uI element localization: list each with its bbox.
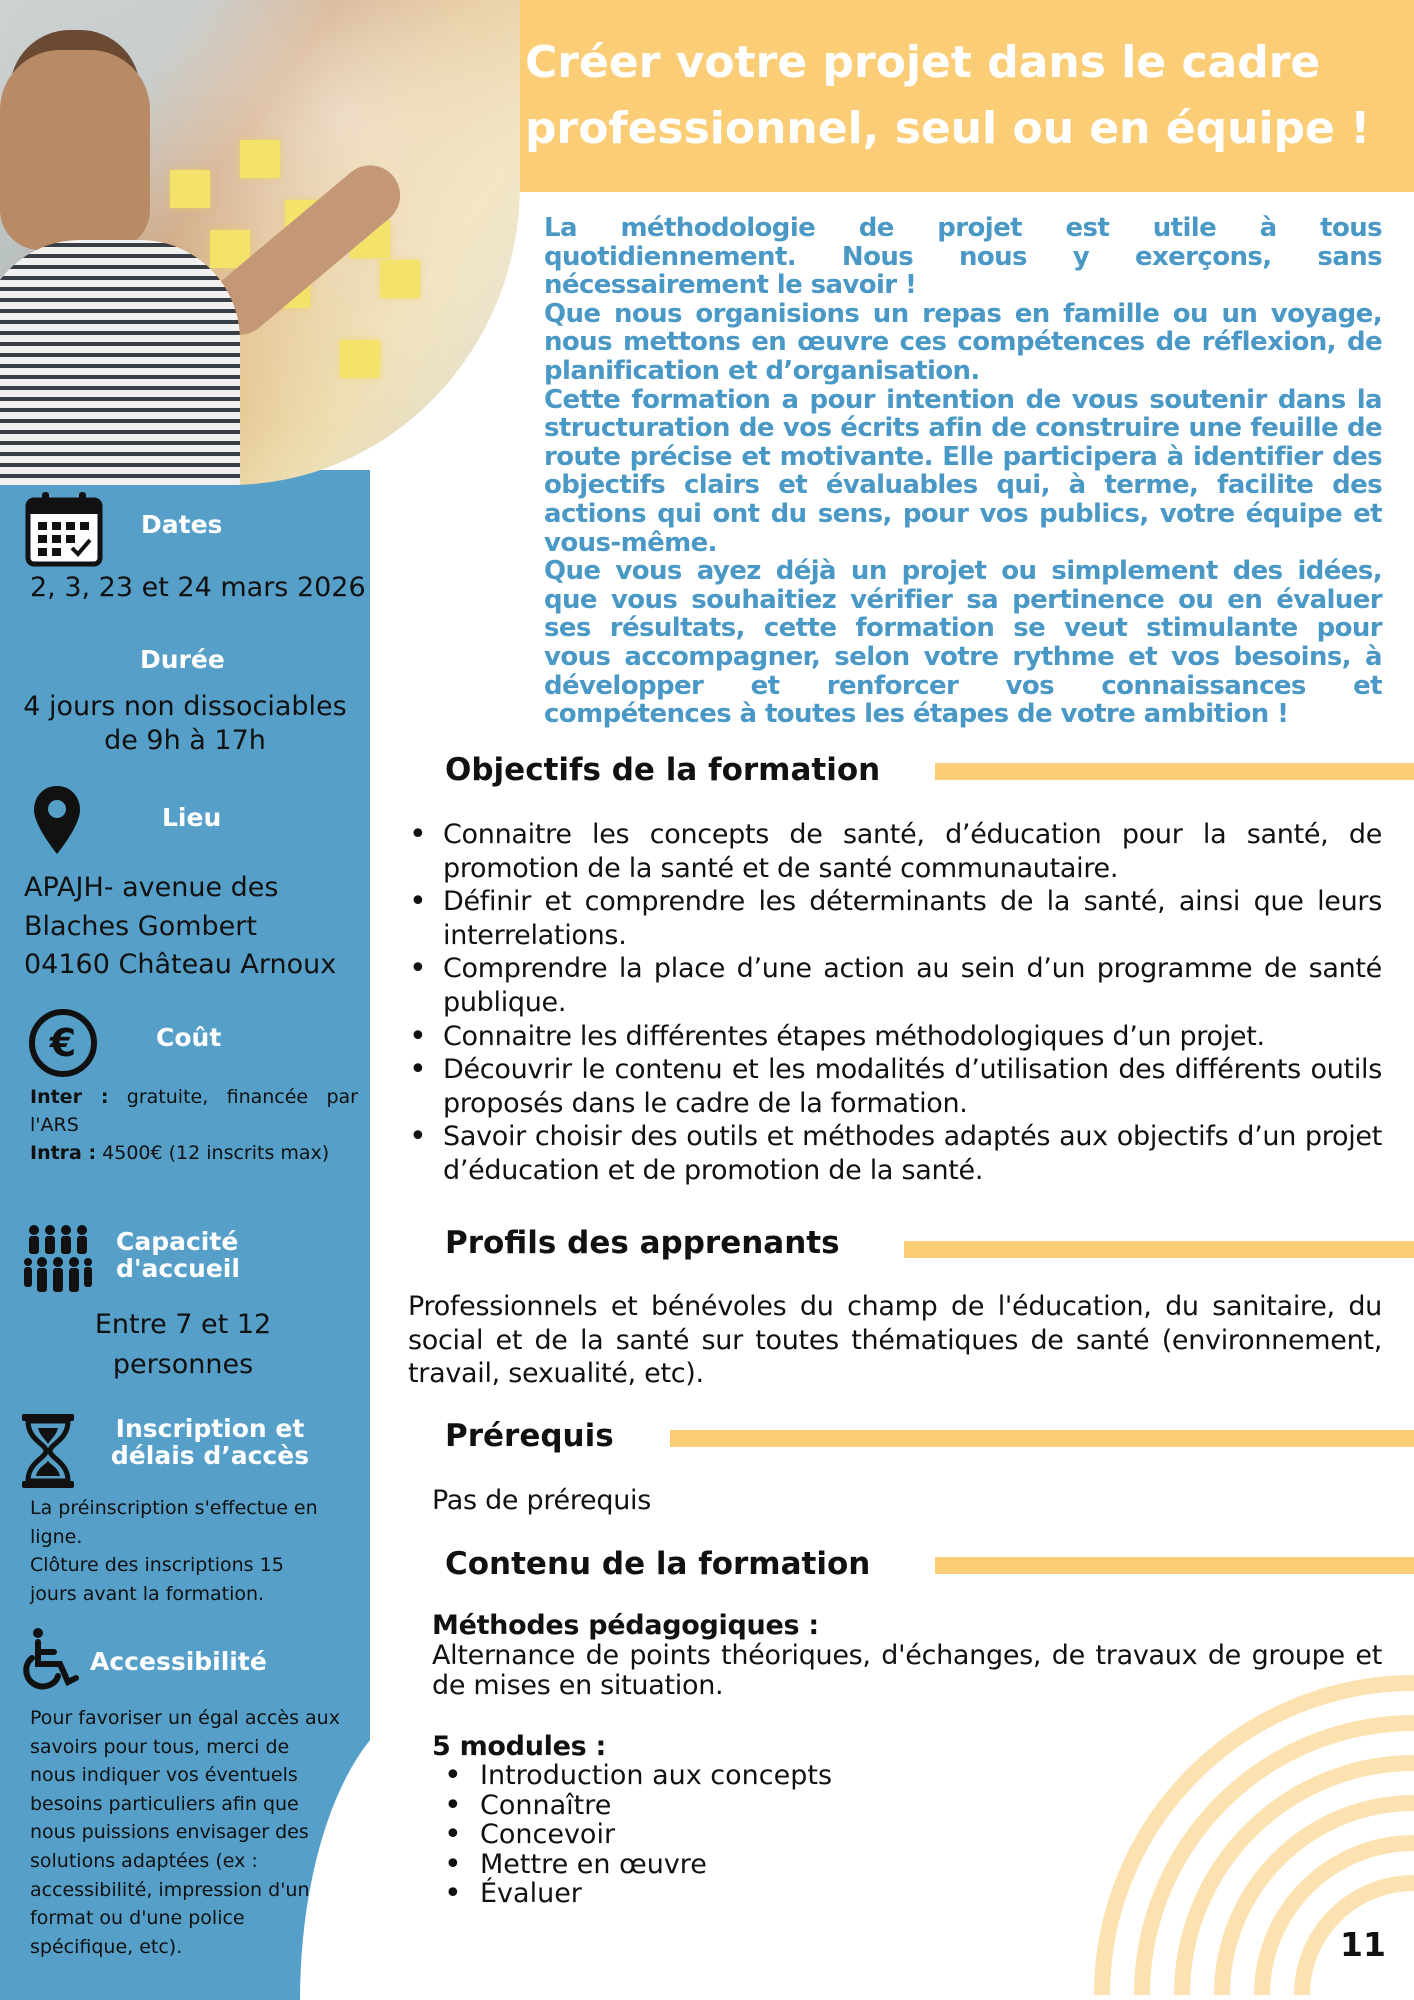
cout-details: Inter : gratuite, financée par l'ARS Intra : 4500€ (12 inscrits max) <box>30 1086 358 1164</box>
lieu-value: APAJH- avenue des Blaches Gombert 04160 Château Arnoux <box>24 872 337 980</box>
page-number: 11 <box>1340 1925 1386 1964</box>
contenu-bar <box>935 1557 1414 1574</box>
list-item: • Concevoir <box>440 1820 832 1850</box>
objectifs-bar <box>935 763 1414 780</box>
duree-value: 4 jours non dissociables de 9h à 17h <box>23 691 347 756</box>
profils-text: Professionnels et bénévoles du champ de l'éducation, du sanitaire, du social et de la santé sur toutes thématiques de santé (environnement, travail, sexualité, etc). <box>408 1291 1382 1389</box>
lieu-title: Lieu <box>162 803 222 832</box>
list-item: • Connaitre les différentes étapes méthodologiques d’un projet. <box>407 1020 1382 1054</box>
list-item: • Définir et comprendre les déterminants de la santé, ainsi que leurs interrelations. <box>407 885 1382 952</box>
modules-label: 5 modules : <box>432 1731 606 1762</box>
modules-list <box>440 1761 832 1909</box>
prerequis-title: Prérequis <box>445 1418 614 1454</box>
inscription-text: La préinscription s'effectue en ligne. Clôture des inscriptions 15 jours avant la formation. <box>30 1497 318 1605</box>
list-item: • Découvrir le contenu et les modalités d’utilisation des différents outils proposés dans le cadre de la formation. <box>407 1053 1382 1120</box>
profils-bar <box>904 1241 1414 1258</box>
cout-title: Coût <box>156 1023 222 1052</box>
contenu-title: Contenu de la formation <box>445 1546 871 1582</box>
accessibilite-text: Pour favoriser un égal accès aux savoirs pour tous, merci de nous indiquer vos éventuels besoins particuliers afin que nous puissions envisager des solutions adaptées (ex : accessibilité, impression d'un format ou d'une police spécifique, etc). <box>30 1707 340 1958</box>
accessibilite-title: Accessibilité <box>90 1647 267 1676</box>
list-item: • Évaluer <box>440 1879 832 1909</box>
page-title: Créer votre projet dans le cadre professionnel, seul ou en équipe ! <box>525 37 1371 154</box>
calendar-icon <box>24 490 104 575</box>
location-pin-icon <box>32 784 82 861</box>
svg-text:€: € <box>49 1021 77 1065</box>
methodes-label: Méthodes pédagogiques : <box>432 1610 819 1641</box>
objectifs-title: Objectifs de la formation <box>445 752 881 788</box>
list-item: • Comprendre la place d’une action au sein d’un programme de santé publique. <box>407 952 1382 1019</box>
header-photo <box>0 0 520 485</box>
inscription-title: Inscription et délais d’accès <box>110 1414 310 1470</box>
list-item: • Mettre en œuvre <box>440 1850 832 1880</box>
wheelchair-icon <box>22 1626 84 1697</box>
intro-paragraph: La méthodologie de projet est utile à tous quotidiennement. Nous nous y exerçons, sans nécessairement le savoir ! Que nous organisions un repas en famille ou un voyage, nous mettons en œuvre ces compétences de réflexion, de planification et d’organisation. Cette formation a pour intention de vous soutenir dans la structuration de vos écrits afin de construire une feuille de route précise et motivante. Elle participera à identifier des objectifs clairs et évaluables qui, à terme, facilite des actions qui ont du sens, pour vos publics, votre équipe et vous-même. Que vous ayez déjà un projet ou simplement des idées, que vous souhaitiez vérifier sa pertinence ou en évaluer ses résultats, cette formation se veut stimulante pour vous accompagner, selon votre rythme et vos besoins, à développer et renforcer vos connaissances et compétences à toutes les étapes de votre ambition ! <box>544 213 1382 730</box>
list-item: • Introduction aux concepts <box>440 1761 832 1791</box>
euro-icon <box>28 1008 98 1083</box>
dates-title: Dates <box>141 510 223 539</box>
capacite-title: Capacité d'accueil <box>116 1227 240 1283</box>
list-item: • Connaitre les concepts de santé, d’éducation pour la santé, de promotion de la santé et de santé communautaire. <box>407 818 1382 885</box>
methodes-text: Alternance de points théoriques, d'échanges, de travaux de groupe et de mises en situation. <box>432 1640 1382 1701</box>
prerequis-text: Pas de prérequis <box>432 1485 651 1516</box>
group-people-icon <box>22 1224 92 1299</box>
prerequis-bar <box>670 1430 1414 1447</box>
capacite-value: Entre 7 et 12 personnes <box>94 1309 272 1380</box>
dates-value: 2, 3, 23 et 24 mars 2026 <box>30 572 366 603</box>
list-item: • Connaître <box>440 1791 832 1821</box>
duree-title: Durée <box>140 645 225 674</box>
objectifs-list <box>407 818 1382 1188</box>
profils-title: Profils des apprenants <box>445 1225 840 1261</box>
list-item: • Savoir choisir des outils et méthodes adaptés aux objectifs d’un projet d’éducation et de promotion de la santé. <box>407 1120 1382 1187</box>
